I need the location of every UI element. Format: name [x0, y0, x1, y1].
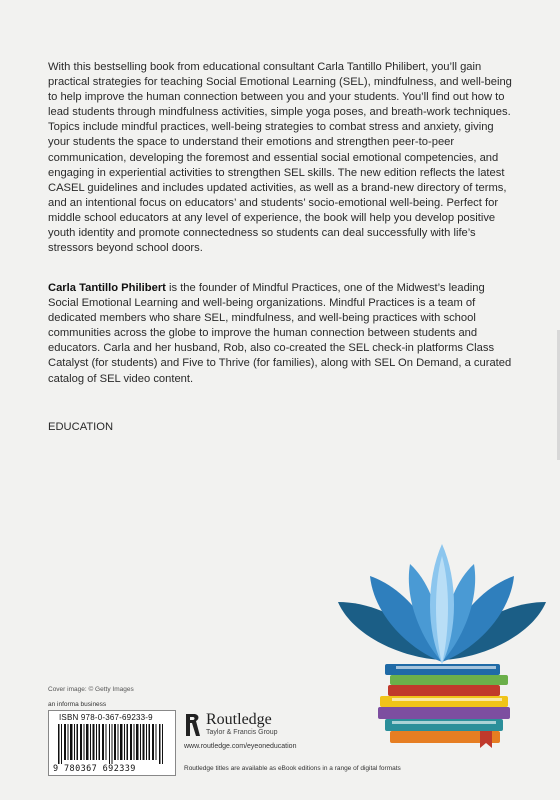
isbn-label: ISBN 978-0-367-69233-9	[59, 713, 153, 722]
barcode-number: 9 780367 692339	[53, 764, 136, 774]
barcode-bars	[58, 724, 166, 764]
routledge-logo-icon	[184, 712, 202, 738]
publisher-name: Routledge	[206, 711, 272, 728]
author-bio	[48, 281, 518, 387]
author-name: Carla Tantillo Philibert	[48, 282, 166, 294]
publisher-url: www.routledge.com/eyeoneducation	[184, 743, 297, 750]
subject-category: EDUCATION	[48, 421, 114, 433]
barcode	[48, 710, 176, 776]
author-bio-text: is the founder of Mindful Practices, one of the Midwest’s leading Social Emotional Learning and well-being organizations. Mindful Practices is a team of dedicated members who share SEL, mindfulness, and well-being practices with school communities across the globe to improve the human connection between students and educators. Carla and her husband, Rob, also co-created the SEL check-in platforms Class Catalyst (for students) and Five to Thrive (for families), along with SEL On Demand, a curated catalog of SEL video content.	[48, 282, 512, 385]
cover-image-credit: Cover image: © Getty Images	[48, 686, 134, 693]
book-description: With this bestselling book from educational consultant Carla Tantillo Philibert, you’ll gain practical strategies for teaching Social Emotional Learning (SEL), mindfulness, and well-being to help improve the human connection between you and your students. You’ll find out how to lead students through mindfulness activities, simple yoga poses, and breath-work techniques. Topics include mindful practices, well-being strategies to combat stress and anxiety, giving your students the space to understand their emotions and strengthen peer-to-peer communication, developing the foremost and essential social emotional competencies, and engaging in experiential activities to strengthen SEL skills. The new edition reflects the latest CASEL guidelines and includes updated activities, as well as a brand-new directory of terms, and an intentional focus on educators’ and students’ socio-emotional well-being. Perfect for middle school educators at any level of experience, the book will help you develop positive youth identity and promote connectedness so students can deal successfully with life’s stressors beyond school doors.	[48, 61, 512, 255]
lotus-books-illustration	[330, 540, 555, 750]
informa-tagline: an informa business	[48, 701, 107, 708]
ebook-note: Routledge titles are available as eBook editions in a range of digital formats	[184, 765, 401, 772]
publisher-group: Taylor & Francis Group	[206, 729, 278, 736]
